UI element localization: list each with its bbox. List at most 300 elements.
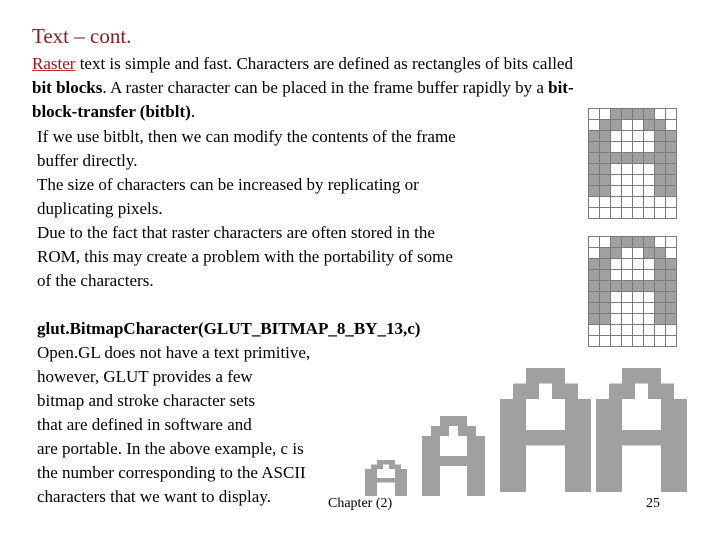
pixel-off [622,131,633,142]
pixel-on [589,314,600,325]
pixel-off [622,303,633,314]
pixel-off [666,336,677,347]
letter-pixel [431,426,440,436]
letter-pixel [552,384,565,400]
pixel-off [622,197,633,208]
pixel-off [600,109,611,120]
letter-pixel [674,415,687,431]
pixel-on [611,281,622,292]
letter-pixel [526,430,539,446]
letter-pixel [578,477,591,493]
pixel-off [611,142,622,153]
letter-pixel [565,477,578,493]
pixel-on [611,153,622,164]
pixel-off [611,336,622,347]
letter-pixel [365,483,371,488]
letter-pixel [513,415,526,431]
pixel-on [666,270,677,281]
bit-blocks-term: bit blocks [32,78,103,97]
letter-pixel [500,415,513,431]
letter-pixel [431,476,440,486]
pixel-on [589,303,600,314]
pixel-on [589,175,600,186]
letter-pixel [674,399,687,415]
pixel-on [644,120,655,131]
letter-pixel [440,426,449,436]
letter-pixel [513,477,526,493]
pixel-off [622,259,633,270]
pixel-off [633,270,644,281]
pixel-on [633,109,644,120]
letter-pixel [401,487,407,492]
letter-pixel [449,416,458,426]
letter-pixel [578,430,591,446]
pixel-on [589,142,600,153]
pixel-off [633,303,644,314]
pixel-off [633,248,644,259]
pixel-off [644,259,655,270]
letter-pixel [395,483,401,488]
pixel-on [655,259,666,270]
pixel-on [589,131,600,142]
para1-line1-text: text is simple and fast. Characters are defined as rectangles of bits called [75,54,573,73]
letter-pixel [578,461,591,477]
letter-pixel [395,478,401,483]
pixel-on [611,109,622,120]
pixel-off [633,142,644,153]
letter-pixel [596,415,609,431]
pixel-on [600,120,611,131]
pixel-on [600,142,611,153]
letter-pixel [401,483,407,488]
pixel-on [633,237,644,248]
glut-line: characters that we want to display. [37,487,271,506]
letter-pixel [661,477,674,493]
pixel-off [644,208,655,219]
letter-pixel [476,476,485,486]
letter-pixel [674,461,687,477]
pixel-on [600,303,611,314]
pixel-off [633,186,644,197]
letter-pixel [476,436,485,446]
letter-pixel [500,430,513,446]
letter-pixel [371,465,377,470]
pixel-off [633,131,644,142]
pixel-on [644,281,655,292]
letter-pixel [648,368,661,384]
letter-pixel [377,465,383,470]
glut-line: however, GLUT provides a few [37,367,253,386]
letter-pixel [365,474,371,479]
pixel-on [644,109,655,120]
pixel-off [611,292,622,303]
pixel-off [600,197,611,208]
pixel-off [644,303,655,314]
pixel-off [589,109,600,120]
pixel-off [633,259,644,270]
letter-pixel [395,469,401,474]
pixel-on [655,270,666,281]
pixel-on [666,153,677,164]
letter-pixel [609,461,622,477]
letter-pixel [661,461,674,477]
letter-pixel [539,368,552,384]
glut-line: that are defined in software and [37,415,252,434]
pixel-off [622,248,633,259]
letter-pixel [513,461,526,477]
letter-pixel [377,460,383,465]
letter-pixel [401,469,407,474]
pixel-on [622,109,633,120]
pixel-on [600,175,611,186]
pixel-off [644,336,655,347]
pixel-off [666,120,677,131]
pixel-off [655,325,666,336]
glut-line: bitmap and stroke character sets [37,391,256,410]
letter-pixel [431,456,440,466]
pixel-on [589,270,600,281]
pixel-off [622,292,633,303]
letter-pixel [458,416,467,426]
letter-pixel [440,416,449,426]
para1-line2-text: . A raster character can be placed in the frame buffer rapidly by a [102,78,549,97]
pixel-off [611,208,622,219]
pixel-on [666,175,677,186]
letter-pixel [440,456,449,466]
pixel-off [611,259,622,270]
letter-pixel [513,446,526,462]
letter-pixel [389,460,395,465]
letter-pixel [431,436,440,446]
pixel-on [600,314,611,325]
letter-pixel [622,384,635,400]
pixel-off [611,314,622,325]
letter-pixel [431,446,440,456]
letter-pixel [565,415,578,431]
letter-pixel [635,368,648,384]
pixel-off [633,336,644,347]
pixel-on [655,175,666,186]
pixel-off [644,164,655,175]
pixel-on [589,164,600,175]
pixel-letter-medium-large-a [500,368,600,494]
pixel-on [622,153,633,164]
pixel-on [666,314,677,325]
pixel-on [655,153,666,164]
pixel-on [622,237,633,248]
pixel-off [611,186,622,197]
pixel-on [589,186,600,197]
glut-line: the number corresponding to the ASCII [37,463,306,482]
pixel-off [600,325,611,336]
bitmap-grid-duplicated-a [588,236,680,350]
letter-pixel [389,478,395,483]
pixel-off [611,270,622,281]
letter-pixel [635,430,648,446]
letter-pixel [609,384,622,400]
letter-pixel [431,466,440,476]
letter-pixel [526,368,539,384]
letter-pixel [596,461,609,477]
letter-pixel [371,487,377,492]
bullet-line: The size of characters can be increased by replicating or [37,175,419,194]
pixel-off [633,197,644,208]
pixel-off [600,237,611,248]
slide-title: Text – cont. [32,24,132,48]
para1-line3 [32,100,195,124]
letter-pixel [458,456,467,466]
letter-pixel [578,415,591,431]
pixel-off [655,336,666,347]
pixel-off [622,325,633,336]
letter-pixel [467,466,476,476]
pixel-off [611,164,622,175]
letter-pixel [661,384,674,400]
pixel-off [589,237,600,248]
pixel-off [589,248,600,259]
pixel-off [644,131,655,142]
pixel-off [666,325,677,336]
letter-pixel [674,446,687,462]
pixel-on [666,259,677,270]
pixel-letter-medium-a [422,416,502,496]
pixel-on [611,120,622,131]
pixel-on [600,153,611,164]
pixel-off [611,131,622,142]
letter-pixel [596,430,609,446]
pixel-off [622,186,633,197]
pixel-off [633,292,644,303]
pixel-off [644,197,655,208]
letter-pixel [578,399,591,415]
letter-pixel [609,430,622,446]
bullet-line: duplicating pixels. [37,199,163,218]
letter-pixel [422,456,431,466]
pixel-off [611,175,622,186]
pixel-off [589,208,600,219]
letter-pixel [661,399,674,415]
letter-pixel [565,461,578,477]
pixel-off [633,164,644,175]
letter-pixel [467,446,476,456]
letter-pixel [467,436,476,446]
pixel-off [600,336,611,347]
pixel-on [633,153,644,164]
pixel-on [655,131,666,142]
para1-line2 [32,76,574,100]
letter-pixel [648,430,661,446]
pixel-off [666,208,677,219]
pixel-on [666,142,677,153]
pixel-on [655,281,666,292]
letter-pixel [596,477,609,493]
letter-pixel [513,430,526,446]
pixel-off [666,197,677,208]
letter-pixel [565,430,578,446]
letter-pixel [539,430,552,446]
letter-pixel [377,478,383,483]
para1-line3-text: . [190,102,196,121]
bitblt-term: block-transfer (bitblt) [32,102,191,121]
letter-pixel [395,492,401,497]
pixel-on [600,281,611,292]
letter-pixel [467,426,476,436]
letter-pixel [661,415,674,431]
bullet-line: Due to the fact that raster characters are often stored in the [37,223,435,242]
pixel-off [611,303,622,314]
letter-pixel [674,477,687,493]
letter-pixel [371,483,377,488]
letter-pixel [365,487,371,492]
pixel-off [655,197,666,208]
letter-pixel [371,478,377,483]
letter-pixel [622,368,635,384]
letter-pixel [565,384,578,400]
pixel-off [622,120,633,131]
letter-pixel [401,474,407,479]
letter-pixel [578,446,591,462]
pixel-off [611,325,622,336]
pixel-on [666,131,677,142]
pixel-off [666,237,677,248]
pixel-on [666,281,677,292]
letter-pixel [383,460,389,465]
letter-pixel [648,384,661,400]
pixel-off [589,325,600,336]
letter-pixel [458,426,467,436]
letter-pixel [476,486,485,496]
letter-pixel [513,384,526,400]
letter-pixel [467,456,476,466]
pixel-on [666,186,677,197]
pixel-on [600,186,611,197]
bullet-line: ROM, this may create a problem with the portability of some [37,247,453,266]
pixel-off [644,142,655,153]
letter-pixel [552,368,565,384]
letter-pixel [552,430,565,446]
pixel-off [655,208,666,219]
pixel-off [644,186,655,197]
pixel-on [589,281,600,292]
letter-pixel [596,446,609,462]
pixel-on [666,292,677,303]
pixel-letter-small-a [365,460,419,496]
letter-pixel [449,456,458,466]
pixel-on [600,164,611,175]
pixel-off [644,175,655,186]
pixel-on [655,120,666,131]
letter-pixel [467,476,476,486]
letter-pixel [500,446,513,462]
pixel-on [655,248,666,259]
letter-pixel [476,456,485,466]
pixel-off [633,325,644,336]
pixel-off [622,314,633,325]
page-number: 25 [646,496,660,511]
pixel-off [622,208,633,219]
pixel-on [589,259,600,270]
letter-pixel [513,399,526,415]
pixel-on [655,164,666,175]
pixel-off [622,175,633,186]
letter-pixel [500,461,513,477]
letter-pixel [565,399,578,415]
pixel-off [644,270,655,281]
letter-pixel [565,446,578,462]
bullet-line: If we use bitblt, then we can modify the contents of the frame [37,127,456,146]
pixel-off [589,120,600,131]
pixel-on [611,237,622,248]
pixel-on [655,186,666,197]
bitmap-grid-replicated-a [588,108,680,222]
pixel-on [655,314,666,325]
pixel-off [655,237,666,248]
pixel-on [644,237,655,248]
pixel-off [622,336,633,347]
pixel-on [600,270,611,281]
glut-line: Open.GL does not have a text primitive, [37,343,311,362]
letter-pixel [395,487,401,492]
pixel-off [633,314,644,325]
letter-pixel [609,446,622,462]
pixel-off [622,164,633,175]
letter-pixel [609,415,622,431]
letter-pixel [500,477,513,493]
letter-pixel [422,476,431,486]
raster-word: Raster [32,54,76,73]
letter-pixel [596,399,609,415]
pixel-off [644,292,655,303]
pixel-on [600,292,611,303]
letter-pixel [422,466,431,476]
letter-pixel [674,430,687,446]
letter-pixel [371,474,377,479]
letter-pixel [422,446,431,456]
pixel-on [589,153,600,164]
letter-pixel [365,478,371,483]
pixel-off [633,175,644,186]
glut-line: are portable. In the above example, c is [37,439,304,458]
letter-pixel [422,486,431,496]
letter-pixel [609,477,622,493]
pixel-on [633,281,644,292]
pixel-letter-large-a [596,368,696,494]
bit-term: bit- [548,78,574,97]
pixel-on [600,131,611,142]
pixel-on [655,303,666,314]
pixel-on [600,259,611,270]
letter-pixel [395,474,401,479]
pixel-on [622,281,633,292]
pixel-off [644,325,655,336]
pixel-off [622,142,633,153]
bullet-line: of the characters. [37,271,154,290]
letter-pixel [476,446,485,456]
pixel-on [666,303,677,314]
letter-pixel [609,399,622,415]
pixel-off [633,120,644,131]
letter-pixel [389,465,395,470]
pixel-on [600,248,611,259]
pixel-off [600,208,611,219]
pixel-off [666,248,677,259]
para1-line1 [32,52,573,76]
pixel-on [589,292,600,303]
pixel-off [622,270,633,281]
letter-pixel [500,399,513,415]
pixel-on [611,248,622,259]
pixel-off [655,109,666,120]
